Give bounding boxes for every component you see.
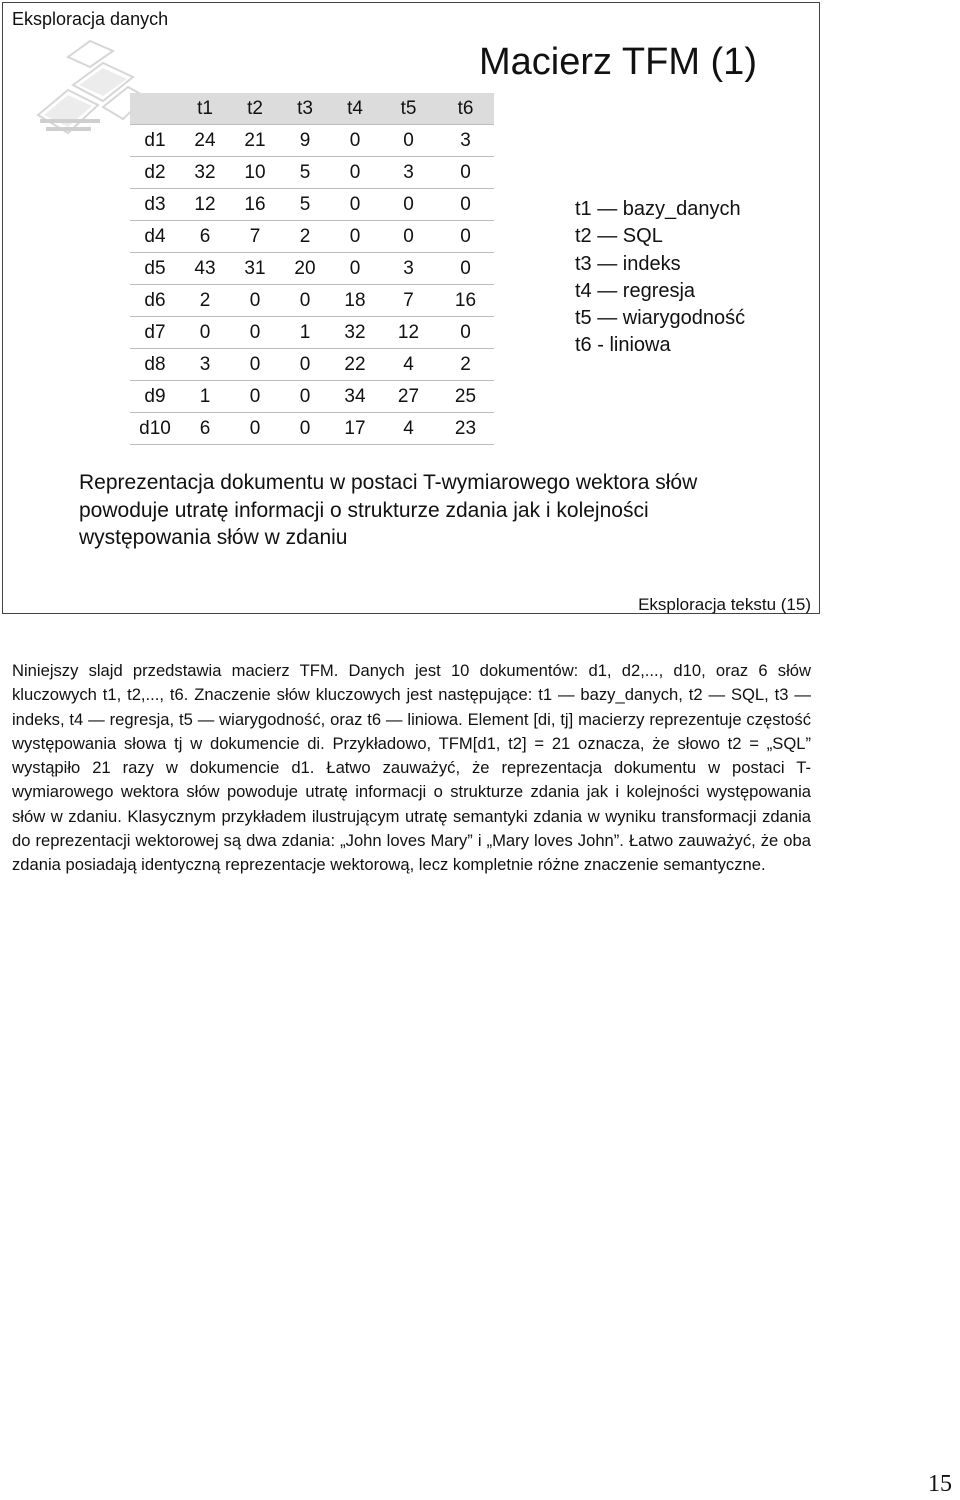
slide-title: Macierz TFM (1) [479,41,757,83]
table-cell: 0 [230,317,280,349]
course-title: Eksploracja danych [12,9,169,29]
table-cell: 0 [330,125,380,157]
table-cell: 0 [380,125,437,157]
slide-note: Reprezentacja dokumentu w postaci T-wymiarowego wektora słów powoduje utratę informacji o strukturze zdania jak i kolejności występowania słów w zdaniu [79,471,698,549]
table-header-cell: t2 [230,93,280,125]
table-cell: 0 [330,221,380,253]
table-row [130,157,494,189]
table-cell: 17 [330,413,380,445]
table-cell: 2 [280,221,330,253]
table-cell: 2 [437,349,494,381]
table-header-cell: t4 [330,93,380,125]
table-cell: 0 [380,189,437,221]
table-cell: 16 [437,285,494,317]
table-cell: 2 [180,285,230,317]
table-cell: 25 [437,381,494,413]
table-cell: 43 [180,253,230,285]
slide-frame [2,2,820,614]
table-cell: 0 [330,189,380,221]
table-cell: 3 [380,253,437,285]
table-cell: 32 [180,157,230,189]
table-cell: 32 [330,317,380,349]
table-cell: 16 [230,189,280,221]
table-row-label: d10 [130,413,180,445]
table-cell: 3 [180,349,230,381]
table-cell: 0 [230,349,280,381]
description-paragraph: Niniejszy slajd przedstawia macierz TFM. Danych jest 10 dokumentów: d1, d2,..., d10, oraz 6 słów kluczowych t1, t2,..., t6. Znaczenie słów kluczowych jest następujące: t1 — bazy_danych, t2 — SQL, t3 — indeks, t4 — regresja, t5 — wiarygodność, oraz t6 — liniowa. Element [di, tj] macierzy reprezentuje częstość występowania słowa tj w dokumencie di. Przykładowo, TFM[d1, t2] = 21 oznacza, że słowo t2 = „SQL” wystąpiło 21 razy w dokumencie d1. Łatwo zauważyć, że reprezentacja dokumentu w postaci T-wymiarowego wektora słów powoduje utratę informacji o strukturze zdania jak i kolejności występowania słów w zdaniu. Klasycznym przykładem ilustrującym utratę semantyki zdania w wyniku transformacji zdania do reprezentacji wektorowej są dwa zdania: „John loves Mary” i „Mary loves John”. Łatwo zauważyć, że oba zdania posiadają identyczną reprezentacje wektorową, lecz kompletnie różne znaczenie semantyczne. [12,661,811,875]
slide-footer: Eksploracja tekstu (15) [638,595,811,614]
table-row [130,221,494,253]
table-cell: 10 [230,157,280,189]
table-cell: 7 [230,221,280,253]
table-cell: 22 [330,349,380,381]
table-row-label: d3 [130,189,180,221]
table-cell: 0 [437,221,494,253]
table-header-cell: t5 [380,93,437,125]
legend-item: t4 — regresja [575,279,696,302]
table-corner-cell [130,93,180,125]
table-cell: 4 [380,349,437,381]
page-number: 15 [928,1471,952,1497]
table-cell: 3 [380,157,437,189]
table-cell: 0 [330,157,380,189]
table-cell: 0 [280,413,330,445]
table-cell: 0 [230,285,280,317]
table-cell: 0 [280,285,330,317]
table-cell: 6 [180,221,230,253]
term-legend [575,196,745,360]
legend-item: t2 — SQL [575,225,663,248]
legend-item: t5 — wiarygodność [575,307,746,330]
table-cell: 0 [280,381,330,413]
table-cell: 12 [380,317,437,349]
table-cell: 0 [330,253,380,285]
table-cell: 24 [180,125,230,157]
table-row [130,285,494,317]
table-cell: 6 [180,413,230,445]
table-cell: 31 [230,253,280,285]
table-cell: 1 [180,381,230,413]
table-cell: 27 [380,381,437,413]
table-cell: 0 [180,317,230,349]
legend-item: t3 — indeks [575,252,681,275]
table-row [130,413,494,445]
legend-item: t1 — bazy_danych [575,198,741,220]
table-row [130,349,494,381]
table-row-label: d6 [130,285,180,317]
table-row-label: d8 [130,349,180,381]
table-cell: 5 [280,189,330,221]
table-header-cell: t6 [437,93,494,125]
table-header-row [130,93,494,125]
table-cell: 0 [380,221,437,253]
table-cell: 3 [437,125,494,157]
table-row-label: d1 [130,125,180,157]
table-cell: 7 [380,285,437,317]
table-header-cell: t1 [180,93,230,125]
table-cell: 20 [280,253,330,285]
table-row [130,381,494,413]
table-cell: 0 [230,413,280,445]
table-row [130,253,494,285]
table-cell: 4 [380,413,437,445]
table-cell: 0 [437,189,494,221]
legend-item: t6 - liniowa [575,334,671,357]
table-cell: 21 [230,125,280,157]
table-cell: 0 [437,253,494,285]
table-cell: 0 [230,381,280,413]
table-cell: 1 [280,317,330,349]
table-row [130,317,494,349]
table-row-label: d7 [130,317,180,349]
table-row-label: d4 [130,221,180,253]
table-cell: 18 [330,285,380,317]
table-cell: 9 [280,125,330,157]
table-cell: 0 [437,157,494,189]
table-row-label: d9 [130,381,180,413]
table-cell: 0 [280,349,330,381]
table-header-cell: t3 [280,93,330,125]
table-row [130,125,494,157]
table-cell: 34 [330,381,380,413]
table-cell: 12 [180,189,230,221]
tfm-matrix-table [130,93,494,445]
table-row-label: d5 [130,253,180,285]
table-cell: 0 [437,317,494,349]
table-cell: 5 [280,157,330,189]
table-row [130,189,494,221]
table-cell: 23 [437,413,494,445]
table-row-label: d2 [130,157,180,189]
